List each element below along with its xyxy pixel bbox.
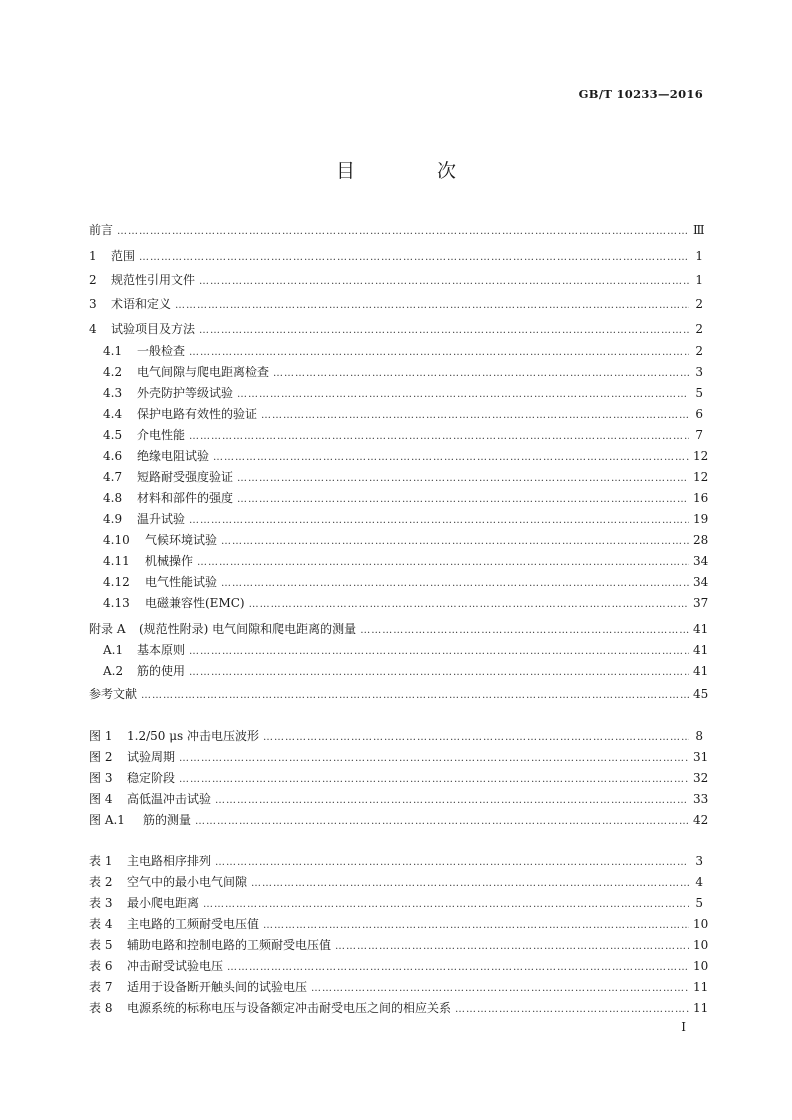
tables-entry-page: 3 <box>695 854 703 868</box>
dot-leader <box>199 274 689 290</box>
contents-entry-title: 电气间隙与爬电距离检查 <box>137 365 270 379</box>
contents-entry-number: 4.13 <box>103 596 130 610</box>
contents-entry-page: 1 <box>695 273 703 287</box>
figures-entry-page: 8 <box>695 729 703 743</box>
contents-entry-page: 2 <box>695 344 703 358</box>
tables-entry-title: 空气中的最小电气间隙 <box>127 875 248 889</box>
dot-leader <box>215 793 689 809</box>
contents-entry[interactable] <box>89 427 703 443</box>
contents-entry-number: 4.12 <box>103 575 130 589</box>
tables-entry-title: 辅助电路和控制电路的工频耐受电压值 <box>127 938 332 952</box>
contents-entry-page: 41 <box>693 664 709 678</box>
contents-entry-title: 基本原则 <box>137 643 186 657</box>
contents-entry[interactable] <box>89 511 709 527</box>
standard-code: GB/T 10233—2016 <box>578 87 703 101</box>
contents-entry[interactable] <box>89 448 709 464</box>
tables-entry-page: 10 <box>693 917 709 931</box>
contents-entry-title: 筋的使用 <box>137 664 186 678</box>
dot-leader <box>227 960 689 976</box>
contents-entry-title: 术语和定义 <box>111 297 172 311</box>
dot-leader <box>189 665 689 681</box>
contents-entry[interactable] <box>89 222 703 238</box>
contents-entry-page: 2 <box>695 297 703 311</box>
figures-entry[interactable] <box>89 770 709 786</box>
contents-entry-number: 4.3 <box>103 386 123 400</box>
contents-entry[interactable] <box>89 574 709 590</box>
contents-entry-title: 电气性能试验 <box>145 575 218 589</box>
tables-entry[interactable] <box>89 979 709 995</box>
figures-entry-number: 图 3 <box>89 771 113 785</box>
dot-leader <box>189 644 689 660</box>
dot-leader <box>360 623 689 639</box>
tables-entry-title: 最小爬电距离 <box>127 896 200 910</box>
dot-leader <box>263 730 689 746</box>
contents-entry[interactable] <box>89 406 703 422</box>
contents-entry-page: 5 <box>695 386 703 400</box>
contents-entry-number: 4.10 <box>103 533 130 547</box>
contents-entry-page: 45 <box>693 687 709 701</box>
dot-leader <box>261 408 689 424</box>
contents-entry-title: 前言 <box>89 223 114 237</box>
tables-entry-number: 表 7 <box>89 980 113 994</box>
dot-leader <box>237 492 689 508</box>
contents-entry-number: 4 <box>89 322 97 336</box>
contents-entry-page: 34 <box>693 575 709 589</box>
contents-entry-page: 1 <box>695 249 703 263</box>
contents-entry-page: 2 <box>695 322 703 336</box>
figures-entry-title: 筋的测量 <box>143 813 192 827</box>
contents-entry-page: 12 <box>693 449 709 463</box>
figures-entry-title: 稳定阶段 <box>127 771 176 785</box>
contents-entry-number: A.1 <box>103 643 124 657</box>
tables-entry-number: 表 1 <box>89 854 113 868</box>
contents-entry-title: 试验项目及方法 <box>111 322 196 336</box>
contents-entry-number: 3 <box>89 297 97 311</box>
contents-entry[interactable] <box>89 321 703 337</box>
contents-entry[interactable] <box>89 364 703 380</box>
contents-entry-title: 短路耐受强度验证 <box>137 470 234 484</box>
tables-entry-title: 电源系统的标称电压与设备额定冲击耐受电压之间的相应关系 <box>127 1001 452 1015</box>
contents-entry-title: 范围 <box>111 249 136 263</box>
dot-leader <box>179 751 689 767</box>
tables-entry[interactable] <box>89 874 703 890</box>
contents-entry-page: 6 <box>695 407 703 421</box>
dot-leader <box>175 298 689 314</box>
dot-leader <box>195 814 689 830</box>
contents-entry-title: 外壳防护等级试验 <box>137 386 234 400</box>
figures-entry-page: 33 <box>693 792 709 806</box>
dot-leader <box>221 534 689 550</box>
dot-leader <box>263 918 689 934</box>
contents-entry-page: 19 <box>693 512 709 526</box>
dot-leader <box>141 688 689 704</box>
tables-entry-number: 表 3 <box>89 896 113 910</box>
dot-leader <box>199 323 689 339</box>
contents-entry[interactable] <box>89 532 709 548</box>
contents-entry[interactable] <box>89 469 709 485</box>
contents-entry[interactable] <box>89 553 709 569</box>
tables-entry-number: 表 2 <box>89 875 113 889</box>
contents-entry[interactable] <box>89 296 703 312</box>
tables-entry[interactable] <box>89 916 709 932</box>
contents-entry-number: 4.5 <box>103 428 123 442</box>
dot-leader <box>189 345 689 361</box>
contents-entry-title: 介电性能 <box>137 428 186 442</box>
contents-entry[interactable] <box>89 248 703 264</box>
tables-entry-title: 冲击耐受试验电压 <box>127 959 224 973</box>
dot-leader <box>189 513 689 529</box>
tables-entry-title: 适用于设备断开触头间的试验电压 <box>127 980 308 994</box>
contents-entry[interactable] <box>89 595 709 611</box>
contents-entry-title: 一般检查 <box>137 344 186 358</box>
dot-leader <box>237 471 689 487</box>
tables-entry[interactable] <box>89 895 703 911</box>
contents-entry-number: 附录 A <box>89 622 126 636</box>
figures-entry-title: 高低温冲击试验 <box>127 792 212 806</box>
contents-entry-number: 2 <box>89 273 97 287</box>
contents-entry-number: 4.7 <box>103 470 123 484</box>
contents-entry-title: (规范性附录) 电气间隙和爬电距离的测量 <box>139 622 357 636</box>
figures-entry[interactable] <box>89 749 709 765</box>
figures-entry-number: 图 1 <box>89 729 113 743</box>
figures-entry-title: 试验周期 <box>127 750 176 764</box>
contents-entry-title: 参考文献 <box>89 687 138 701</box>
figures-entry-page: 32 <box>693 771 709 785</box>
tables-entry-page: 11 <box>693 1001 709 1015</box>
contents-entry-page: 41 <box>693 643 709 657</box>
contents-entry-page: 41 <box>693 622 709 636</box>
tables-entry-number: 表 6 <box>89 959 113 973</box>
tables-entry-number: 表 8 <box>89 1001 113 1015</box>
figures-entry-title: 1.2/50 μs 冲击电压波形 <box>127 729 259 743</box>
dot-leader <box>197 555 689 571</box>
figures-entry-page: 31 <box>693 750 709 764</box>
dot-leader <box>455 1002 689 1018</box>
figures-entry-number: 图 A.1 <box>89 813 125 827</box>
contents-entry-title: 绝缘电阻试验 <box>137 449 210 463</box>
dot-leader <box>189 429 689 445</box>
dot-leader <box>139 250 689 266</box>
contents-entry-page: 28 <box>693 533 709 547</box>
contents-entry-number: 4.1 <box>103 344 123 358</box>
contents-entry[interactable] <box>89 385 703 401</box>
contents-entry-page: 16 <box>693 491 709 505</box>
contents-entry-page: 12 <box>693 470 709 484</box>
figures-entry-number: 图 4 <box>89 792 113 806</box>
dot-leader <box>237 387 689 403</box>
figures-entry-page: 42 <box>693 813 709 827</box>
figures-entry[interactable] <box>89 812 709 828</box>
tables-entry-page: 4 <box>695 875 703 889</box>
contents-entry-number: 4.11 <box>103 554 130 568</box>
contents-entry-number: 4.6 <box>103 449 123 463</box>
contents-entry-number: 4.9 <box>103 512 123 526</box>
contents-entry[interactable] <box>89 272 703 288</box>
tables-entry-number: 表 4 <box>89 917 113 931</box>
page-number: I <box>681 1020 686 1034</box>
contents-entry-title: 机械操作 <box>145 554 194 568</box>
tables-entry[interactable] <box>89 1000 709 1016</box>
contents-entry-title: 温升试验 <box>137 512 186 526</box>
contents-entry-page: 34 <box>693 554 709 568</box>
contents-entry[interactable] <box>89 490 709 506</box>
dot-leader <box>203 897 689 913</box>
contents-entry-page: 7 <box>695 428 703 442</box>
contents-entry[interactable] <box>89 343 703 359</box>
dot-leader <box>215 855 689 871</box>
contents-entry-number: A.2 <box>103 664 124 678</box>
dot-leader <box>179 772 689 788</box>
contents-entry-title: 电磁兼容性(EMC) <box>145 596 245 610</box>
dot-leader <box>249 597 689 613</box>
contents-entry-number: 4.4 <box>103 407 123 421</box>
contents-entry[interactable] <box>89 663 709 679</box>
tables-entry[interactable] <box>89 958 709 974</box>
contents-entry[interactable] <box>89 686 709 702</box>
contents-entry-page: 3 <box>695 365 703 379</box>
figures-entry[interactable] <box>89 791 709 807</box>
tables-entry-title: 主电路的工频耐受电压值 <box>127 917 260 931</box>
tables-entry[interactable] <box>89 937 709 953</box>
contents-entry[interactable] <box>89 642 709 658</box>
tables-entry-page: 10 <box>693 959 709 973</box>
tables-entry-page: 5 <box>695 896 703 910</box>
page-title: 目 次 <box>335 160 495 182</box>
figures-entry[interactable] <box>89 728 703 744</box>
contents-entry[interactable] <box>89 621 709 637</box>
tables-entry-title: 主电路相序排列 <box>127 854 212 868</box>
contents-entry-number: 4.2 <box>103 365 123 379</box>
dot-leader <box>273 366 689 382</box>
contents-entry-title: 规范性引用文件 <box>111 273 196 287</box>
dot-leader <box>311 981 689 997</box>
tables-entry-number: 表 5 <box>89 938 113 952</box>
contents-entry-page: 37 <box>693 596 709 610</box>
tables-entry-page: 10 <box>693 938 709 952</box>
dot-leader <box>251 876 689 892</box>
dot-leader <box>117 224 689 240</box>
dot-leader <box>213 450 689 466</box>
tables-entry[interactable] <box>89 853 703 869</box>
contents-entry-title: 材料和部件的强度 <box>137 491 234 505</box>
dot-leader <box>221 576 689 592</box>
contents-entry-title: 保护电路有效性的验证 <box>137 407 258 421</box>
figures-entry-number: 图 2 <box>89 750 113 764</box>
contents-entry-title: 气候环境试验 <box>145 533 218 547</box>
dot-leader <box>335 939 689 955</box>
contents-entry-number: 1 <box>89 249 97 263</box>
contents-entry-number: 4.8 <box>103 491 123 505</box>
contents-entry-page: Ⅲ <box>693 223 705 237</box>
tables-entry-page: 11 <box>693 980 709 994</box>
